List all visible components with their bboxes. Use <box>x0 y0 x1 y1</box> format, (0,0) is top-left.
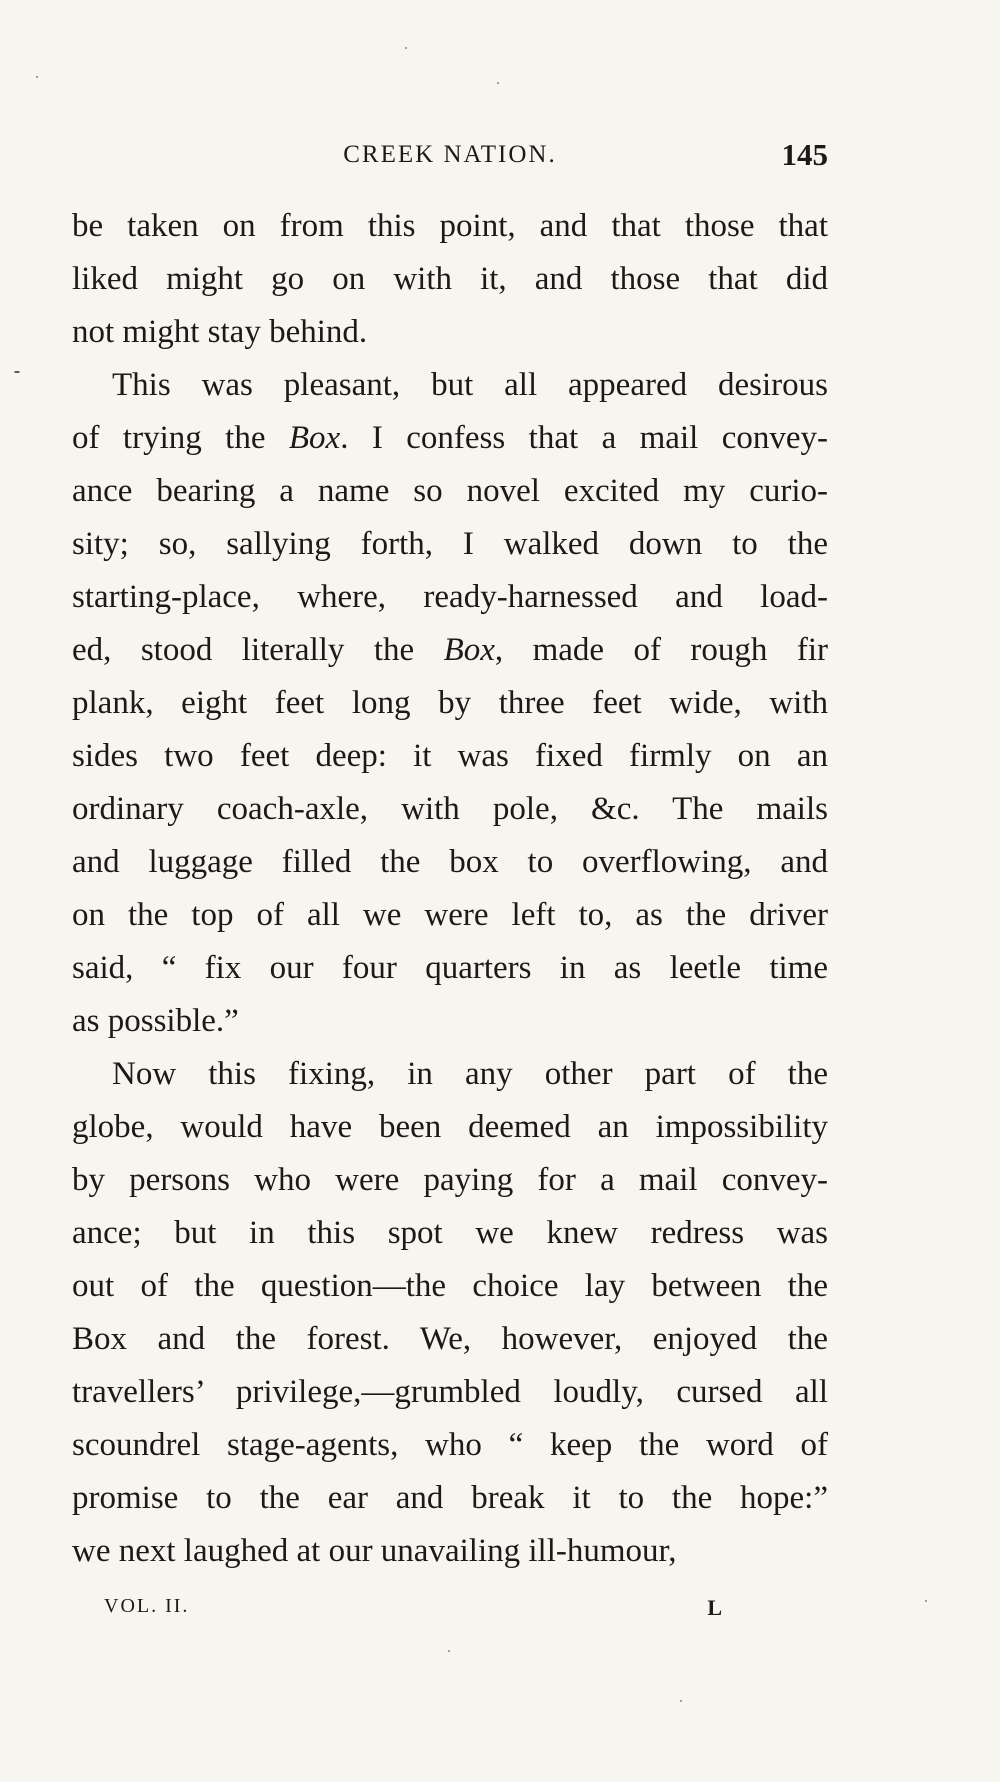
text-line: This was pleasant, but all appeared desirous <box>112 367 828 403</box>
text-line: we next laughed at our unavailing ill-humour, <box>72 1533 677 1569</box>
text-line: by persons who were paying for a mail convey- <box>72 1162 828 1198</box>
text-line: as possible.” <box>72 1003 239 1039</box>
text-line: ed, stood literally the Box, made of rough fir <box>72 632 828 668</box>
text-line: travellers’ privilege,—grumbled loudly, cursed all <box>72 1374 828 1410</box>
text-line: promise to the ear and break it to the hope:” <box>72 1480 828 1516</box>
signature-mark: L <box>707 1595 724 1620</box>
body-text <box>72 200 828 1578</box>
running-head <box>72 137 828 177</box>
text-line: out of the question—the choice lay between the <box>72 1268 828 1304</box>
text-line: of trying the Box. I confess that a mail convey- <box>72 420 828 456</box>
paper-speck <box>925 1600 927 1602</box>
text-line: ance bearing a name so novel excited my curio- <box>72 473 828 509</box>
paper-speck <box>497 82 499 84</box>
paper-speck <box>448 1650 450 1652</box>
paper-speck <box>14 371 20 373</box>
text-line: plank, eight feet long by three feet wide, with <box>72 685 828 721</box>
text-line: globe, would have been deemed an impossibility <box>72 1109 828 1145</box>
text-line: sides two feet deep: it was fixed firmly on an <box>72 738 828 774</box>
volume-mark: VOL. II. <box>104 1595 190 1617</box>
text-line: Box and the forest. We, however, enjoyed the <box>72 1321 828 1357</box>
paper-speck <box>405 47 407 49</box>
paper-speck <box>680 1700 682 1702</box>
running-title: CREEK NATION. <box>343 141 557 168</box>
text-line: and luggage filled the box to overflowing, and <box>72 844 828 880</box>
page-footer <box>104 1595 724 1625</box>
text-line: liked might go on with it, and those that did <box>72 261 828 297</box>
text-line: sity; so, sallying forth, I walked down to the <box>72 526 828 562</box>
text-line: ordinary coach-axle, with pole, &c. The mails <box>72 791 828 827</box>
text-line: ance; but in this spot we knew redress was <box>72 1215 828 1251</box>
page-number: 145 <box>781 137 828 172</box>
text-line: said, “ fix our four quarters in as leetle time <box>72 950 828 986</box>
paper-speck <box>36 76 38 78</box>
text-line: on the top of all we were left to, as the driver <box>72 897 828 933</box>
text-line: be taken on from this point, and that those that <box>72 208 828 244</box>
text-line: not might stay behind. <box>72 314 368 350</box>
text-line: starting-place, where, ready-harnessed and load- <box>72 579 828 615</box>
text-line: scoundrel stage-agents, who “ keep the word of <box>72 1427 828 1463</box>
text-line: Now this fixing, in any other part of the <box>112 1056 828 1092</box>
